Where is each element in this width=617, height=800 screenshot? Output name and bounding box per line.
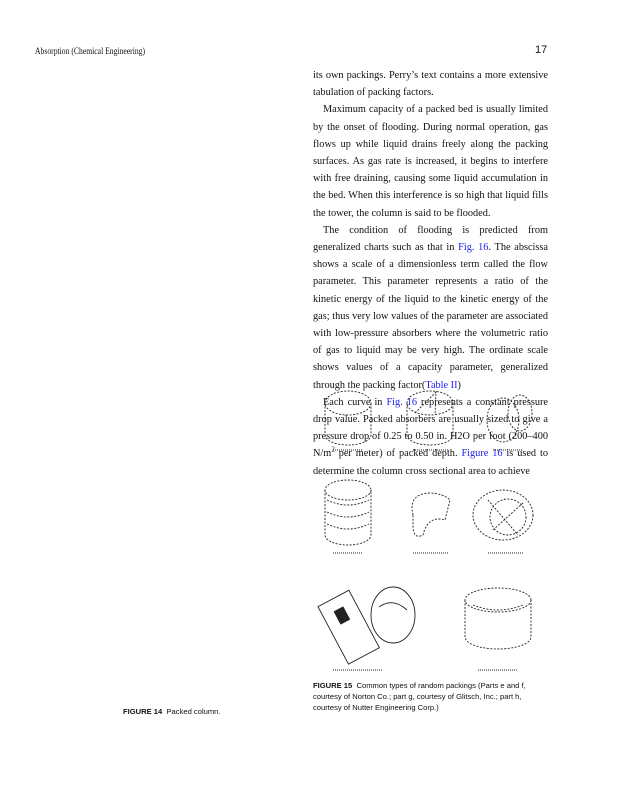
figure-14-caption (123, 706, 221, 717)
table-ii-link[interactable]: Table II (425, 379, 458, 391)
berl-saddle-drawing (487, 395, 532, 450)
text: . The abscissa shows a scale of a dimensionless term called the flow parameter. This parameter represents a ratio of the kinetic energy of the liquid to the kinetic energy of the gas; thus very low values of the parameter are associated with low-pressure absorbers where the volumetric ratio of gas to liquid may be very high. The ordinate scale shows values of a capacity parameter, generalized through the packing factor( (313, 242, 548, 391)
cross-partition-ring-drawing (325, 480, 371, 553)
figure-16-link[interactable]: Figure 16 (461, 448, 503, 460)
superscript: 2 (331, 446, 335, 455)
caption-text: Common types of random packings (Parts e and f, courtesy of Norton Co.; part g, courtesy of Glitsch, Inc.; part h, courtesy of Nutter Engineering Corp.) (313, 681, 526, 712)
paragraph: its own packings. Perry’s text contains a more extensive tabulation of packing factors. (313, 70, 548, 99)
text: per meter) of packed depth. (334, 448, 462, 460)
figure-label: FIGURE 15 (313, 681, 353, 690)
text: represents a constant pressure drop value. Packed absorbers are usually sized to give a pressure drop of 0.25 to 0.50 in. H2O per foot (200–400 N/m (313, 396, 548, 460)
nutter-ring-drawing (465, 588, 531, 670)
metal-packing-drawing (318, 587, 415, 670)
text: ) (457, 379, 461, 391)
raschig-ring-drawing (325, 391, 371, 450)
caption-text: Packed column. (166, 707, 221, 716)
figure-label: FIGURE 14 (123, 707, 163, 716)
lessing-ring-drawing (407, 391, 453, 450)
page-number: 17 (535, 44, 548, 56)
fig-16-link[interactable]: Fig. 16 (458, 242, 489, 254)
random-packings-figure (313, 375, 548, 675)
paragraph: Maximum capacity of a packed bed is usually limited by the onset of flooding. During normal operation, gas flows up while liquid drains freely along the packing surfaces. As gas rate is increased, it begins to interfere with free draining, causing some liquid accumulation in the bed. When this interference is so high that liquid fills the tower, the column is said to be flooded. (313, 104, 548, 219)
intalox-saddle-drawing (412, 493, 450, 553)
paragraph (313, 222, 548, 394)
pall-ring-drawing (473, 490, 533, 553)
running-header: Absorption (Chemical Engineering) (35, 46, 146, 56)
text: is used to determine the column cross sectional area to achieve (313, 448, 548, 477)
fig-16-link[interactable]: Fig. 16 (386, 396, 418, 408)
figure-15-caption (313, 680, 551, 713)
text: The condition of flooding is predicted from generalized charts such as that in (313, 224, 548, 254)
text: Each curve in (323, 396, 387, 408)
